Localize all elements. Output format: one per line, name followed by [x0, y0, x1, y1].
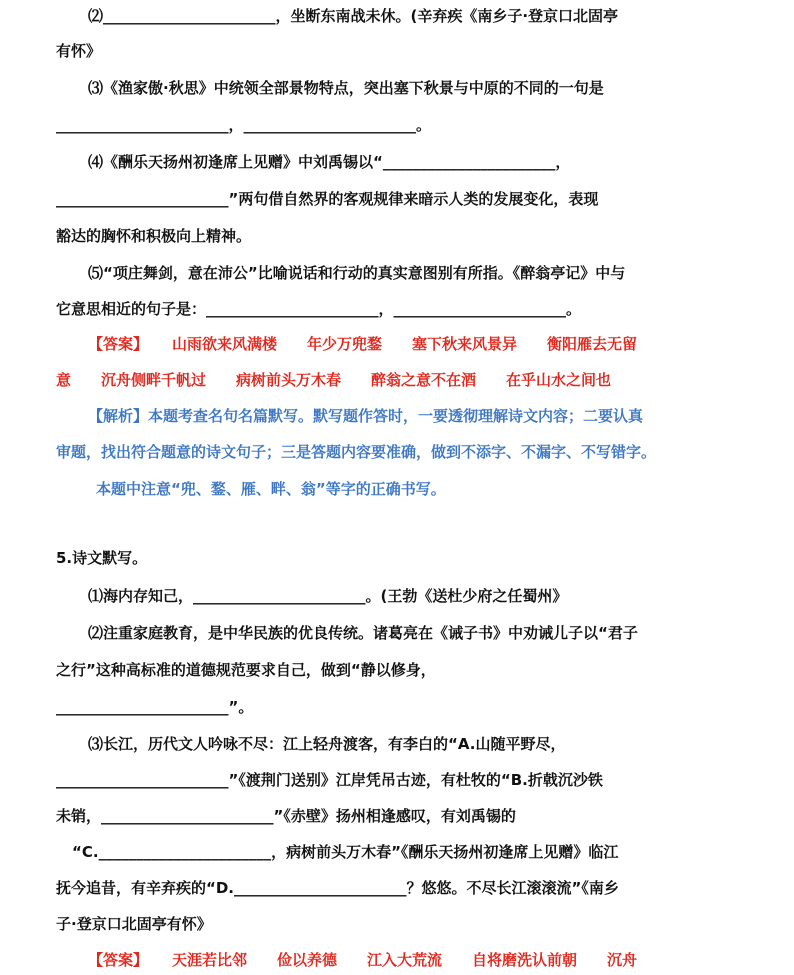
q5-item3-line2: _______________________”《渡荆门送别》江岸凭吊古迹，有杜牧的“B.折戟沉沙铁: [56, 771, 603, 789]
q4-item4-line1: ⑷《酬乐天扬州初逢席上见赠》中刘禹锡以“_______________________，: [88, 153, 571, 171]
q4-item5-line2: 它意思相近的句子是：_______________________，_______________________。: [56, 300, 582, 318]
answer-text: 山雨欲来风满楼 年少万兜鍪 塞下秋来风景异 衡阳雁去无留: [172, 335, 638, 353]
q5-answer-line1: [88, 949, 637, 971]
q4-item4-line2: _______________________”两句借自然界的客观规律来暗示人类的发展变化，表现: [56, 190, 599, 208]
q5-item2-line3: _______________________”。: [56, 698, 254, 716]
q4-analysis-line1: 【解析】本题考查名句名篇默写。默写题作答时，一要透彻理解诗文内容；二要认真: [88, 407, 644, 425]
answer-text: 天涯若比邻 俭以养德 江入大荒流 自将磨洗认前朝 沉舟: [172, 951, 638, 969]
q5-item3-line3: 未销，_______________________”《赤壁》扬州相逢感叹，有刘禹锡的: [56, 807, 516, 825]
q5-item3-line4: “C._______________________，病树前头万木春”《酬乐天扬州初逢席上见赠》临江: [72, 843, 619, 861]
q5-item3-line6: 子·登京口北固亭有怀》: [56, 915, 212, 933]
q4-item2-line1: ⑵_______________________，坐断东南战未休。(辛弃疾《南乡子·登京口北固亭: [88, 7, 619, 25]
q5-item3-line1: ⑶长江，历代文人吟咏不尽：江上轻舟渡客，有李白的“A.山随平野尽，: [88, 735, 566, 753]
q4-item5-line1: ⑸“项庄舞剑，意在沛公”比喻说话和行动的真实意图别有所指。《醉翁亭记》中与: [88, 264, 626, 282]
q5-item3-line5: 抚今追昔，有辛弃疾的“D._______________________？悠悠。不尽长江滚滚流”《南乡: [56, 879, 619, 897]
answer-label: 【答案】: [88, 335, 149, 353]
q5-item1: ⑴海内存知己，_______________________。(王勃《送杜少府之任蜀州》: [88, 587, 568, 605]
q5-title: 5.诗文默写。: [56, 549, 148, 567]
q4-item4-line3: 豁达的胸怀和积极向上精神。: [56, 227, 252, 245]
answer-label: 【答案】: [88, 951, 149, 969]
q4-item3-line1: ⑶《渔家傲·秋思》中统领全部景物特点，突出塞下秋景与中原的不同的一句是: [88, 79, 604, 97]
q4-answer-line2: 意 沉舟侧畔千帆过 病树前头万木春 醉翁之意不在酒 在乎山水之间也: [56, 371, 612, 389]
q5-item2-line1: ⑵注重家庭教育，是中华民族的优良传统。诸葛亮在《诫子书》中劝诫儿子以“君子: [88, 624, 638, 642]
q4-analysis-line3: 本题中注意“兜、鍪、雁、畔、翁”等字的正确书写。: [96, 480, 446, 498]
q4-item2-line2: 有怀》: [56, 42, 102, 60]
q4-answer-line1: [88, 333, 637, 355]
q4-analysis-line2: 审题，找出符合题意的诗文句子；三是答题内容要准确，做到不添字、不漏字、不写错字。: [56, 443, 657, 461]
q5-item2-line2: 之行”这种高标准的道德规范要求自己，做到“静以修身，: [56, 661, 436, 679]
q4-item3-line2: _______________________，_______________________。: [56, 116, 432, 134]
